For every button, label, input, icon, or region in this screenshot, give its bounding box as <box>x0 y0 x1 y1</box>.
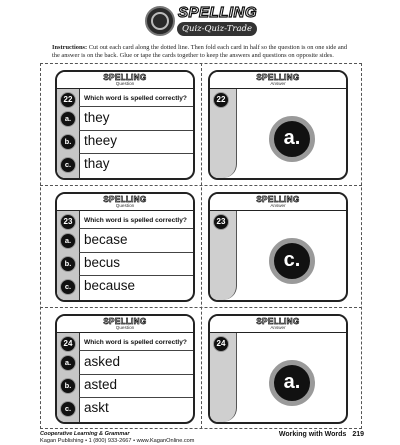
logo-subtitle: Quiz-Quiz-Trade <box>177 22 257 36</box>
option-text: asted <box>84 377 118 392</box>
card-header <box>57 72 193 89</box>
card-brand: SPELLING <box>103 73 147 82</box>
option-text: becase <box>84 232 128 247</box>
question-card <box>55 192 195 302</box>
card-header <box>210 194 346 211</box>
publisher-line: Kagan Publishing • 1 (800) 933-2667 • www.KaganOnline.com <box>40 437 195 444</box>
card-brand: SPELLING <box>256 73 300 82</box>
logo-title: SPELLING <box>178 4 258 21</box>
option-text: askt <box>84 400 109 415</box>
divider <box>79 106 193 107</box>
card-kind-label: Answer <box>270 203 286 208</box>
answer-badge: c. <box>269 238 315 284</box>
divider <box>79 153 193 154</box>
spelling-logo-badge <box>145 6 175 36</box>
card-kind-label: Question <box>115 325 135 330</box>
card-brand: SPELLING <box>256 317 300 326</box>
divider <box>79 397 193 398</box>
book-title: Cooperative Learning & Grammar <box>40 431 130 437</box>
card-number: 23 <box>60 214 76 230</box>
instructions <box>52 44 352 60</box>
footer-page-info <box>279 431 364 438</box>
option-letter-badge: c. <box>60 157 76 173</box>
question-text: Which word is spelled correctly? <box>84 339 187 346</box>
section-title: Working with Words <box>278 431 347 438</box>
option-row <box>57 277 193 297</box>
option-letter-badge: a. <box>60 233 76 249</box>
divider <box>79 130 193 131</box>
cut-line-vertical <box>201 63 202 429</box>
divider <box>79 350 193 351</box>
option-text: they <box>84 110 110 125</box>
option-text: theey <box>84 133 118 148</box>
option-row <box>57 376 193 396</box>
option-text: asked <box>84 354 121 369</box>
card-number: 23 <box>213 214 229 230</box>
card-brand: SPELLING <box>103 317 147 326</box>
divider <box>79 252 193 253</box>
option-row <box>57 353 193 373</box>
card-kind-label: Answer <box>270 81 286 86</box>
divider <box>79 275 193 276</box>
option-row <box>57 254 193 274</box>
option-letter-badge: a. <box>60 111 76 127</box>
answer-card <box>208 70 348 180</box>
answer-card <box>208 192 348 302</box>
instructions-text: Cut out each card along the dotted line. Then fold each card in half so the question is on one side and the answer is on the back. Glue or tape the cards together to keep the answers and questions on opposite sides. <box>52 44 348 59</box>
option-row <box>57 155 193 175</box>
page-number: 219 <box>352 431 364 438</box>
option-row <box>57 109 193 129</box>
divider <box>79 228 193 229</box>
option-letter-badge: b. <box>60 134 76 150</box>
card-header <box>210 72 346 89</box>
question-card <box>55 314 195 424</box>
card-number: 22 <box>60 92 76 108</box>
card-header <box>57 316 193 333</box>
answer-card <box>208 314 348 424</box>
card-kind-label: Question <box>115 203 135 208</box>
option-row <box>57 132 193 152</box>
option-text: becus <box>84 255 121 270</box>
divider <box>79 374 193 375</box>
option-text: because <box>84 278 136 293</box>
question-card <box>55 70 195 180</box>
card-number: 24 <box>60 336 76 352</box>
option-letter-badge: a. <box>60 355 76 371</box>
answer-badge: a. <box>269 360 315 406</box>
option-text: thay <box>84 156 110 171</box>
card-number: 24 <box>213 336 229 352</box>
footer-credits <box>40 431 194 444</box>
answer-badge: a. <box>269 116 315 162</box>
option-letter-badge: b. <box>60 378 76 394</box>
option-letter-badge: b. <box>60 256 76 272</box>
instructions-label: Instructions: <box>52 44 88 51</box>
card-header <box>57 194 193 211</box>
card-brand: SPELLING <box>256 195 300 204</box>
card-kind-label: Question <box>115 81 135 86</box>
question-text: Which word is spelled correctly? <box>84 217 187 224</box>
card-kind-label: Answer <box>270 325 286 330</box>
option-row <box>57 231 193 251</box>
option-letter-badge: c. <box>60 401 76 417</box>
card-brand: SPELLING <box>103 195 147 204</box>
cut-line-horizontal <box>40 185 362 186</box>
card-number: 22 <box>213 92 229 108</box>
card-header <box>210 316 346 333</box>
option-letter-badge: c. <box>60 279 76 295</box>
question-text: Which word is spelled correctly? <box>84 95 187 102</box>
cut-line-horizontal <box>40 307 362 308</box>
option-row <box>57 399 193 419</box>
